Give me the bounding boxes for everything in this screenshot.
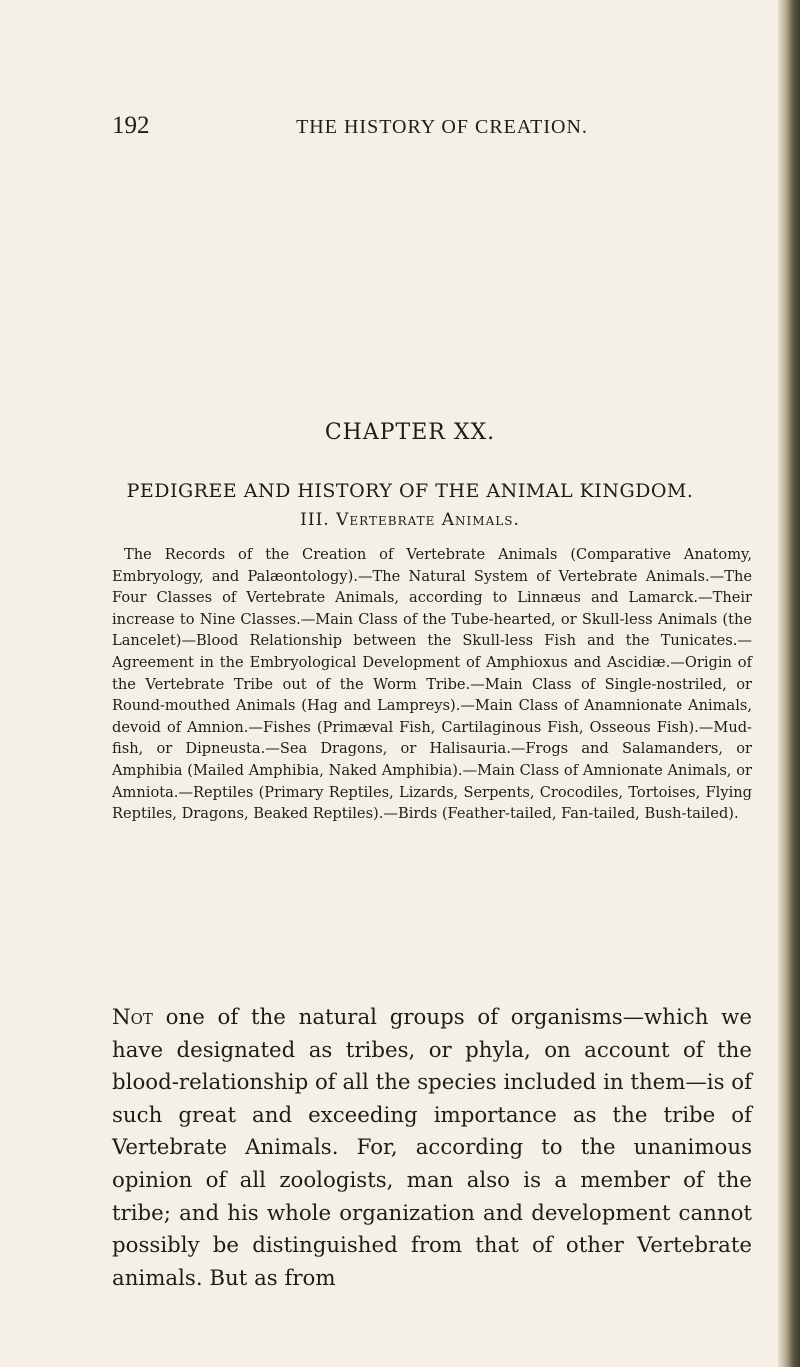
body-paragraph-text: one of the natural groups of organisms—which we have designated as tribes, or phyla, on account of the blood-relationship of all the species included in them—is of such great and exceeding importance as the tribe of Vertebrate Animals. For, according to the unanimous opinion of all zoologists, man also is a member of the tribe; and his whole organization and development cannot possibly be distinguished from that of other Vertebrate animals. But as from — [112, 1005, 752, 1291]
lead-word: Not — [112, 1005, 153, 1030]
chapter-summary: The Records of the Creation of Vertebrate Animals (Comparative Anatomy, Embryology, and Palæontology).—The Natural System of Vertebrate Animals.—The Four Classes of Vertebrate Animals, according to Linnæus and Lamarck.—Their increase to Nine Classes.—Main Class of the Tube-hearted, or Skull-less Animals (the Lancelet)—Blood Relationship between the Skull-less Fish and the Tunicates.—Agreement in the Embryological Development of Amphioxus and Ascidiæ.—Origin of the Vertebrate Tribe out of the Worm Tribe.—Main Class of Single-nostriled, or Round-mouthed Animals (Hag and Lampreys).—Main Class of Anamnionate Animals, devoid of Amnion.—Fishes (Primæval Fish, Cartilaginous Fish, Osseous Fish).—Mud-fish, or Dipneusta.—Sea Dragons, or Halisauria.—Frogs and Salamanders, or Amphibia (Mailed Amphibia, Naked Amphibia).—Main Class of Amnionate Animals, or Amniota.—Reptiles (Primary Reptiles, Lizards, Serpents, Crocodiles, Tortoises, Flying Reptiles, Dragons, Beaked Reptiles).—Birds (Feather-tailed, Fan-tailed, Bush-tailed). — [112, 546, 752, 823]
running-title: THE HISTORY OF CREATION. — [296, 116, 588, 138]
section-heading — [80, 510, 740, 530]
section-title: Vertebrate Animals. — [336, 510, 520, 530]
body-paragraph — [112, 1002, 752, 1295]
page-number: 192 — [112, 112, 150, 139]
chapter-title: PEDIGREE AND HISTORY OF THE ANIMAL KINGDOM. — [126, 480, 694, 502]
section-number: III. — [300, 510, 330, 530]
chapter-heading: CHAPTER XX. — [324, 420, 496, 445]
running-head — [112, 112, 772, 152]
page-edge-shadow — [778, 0, 800, 1367]
